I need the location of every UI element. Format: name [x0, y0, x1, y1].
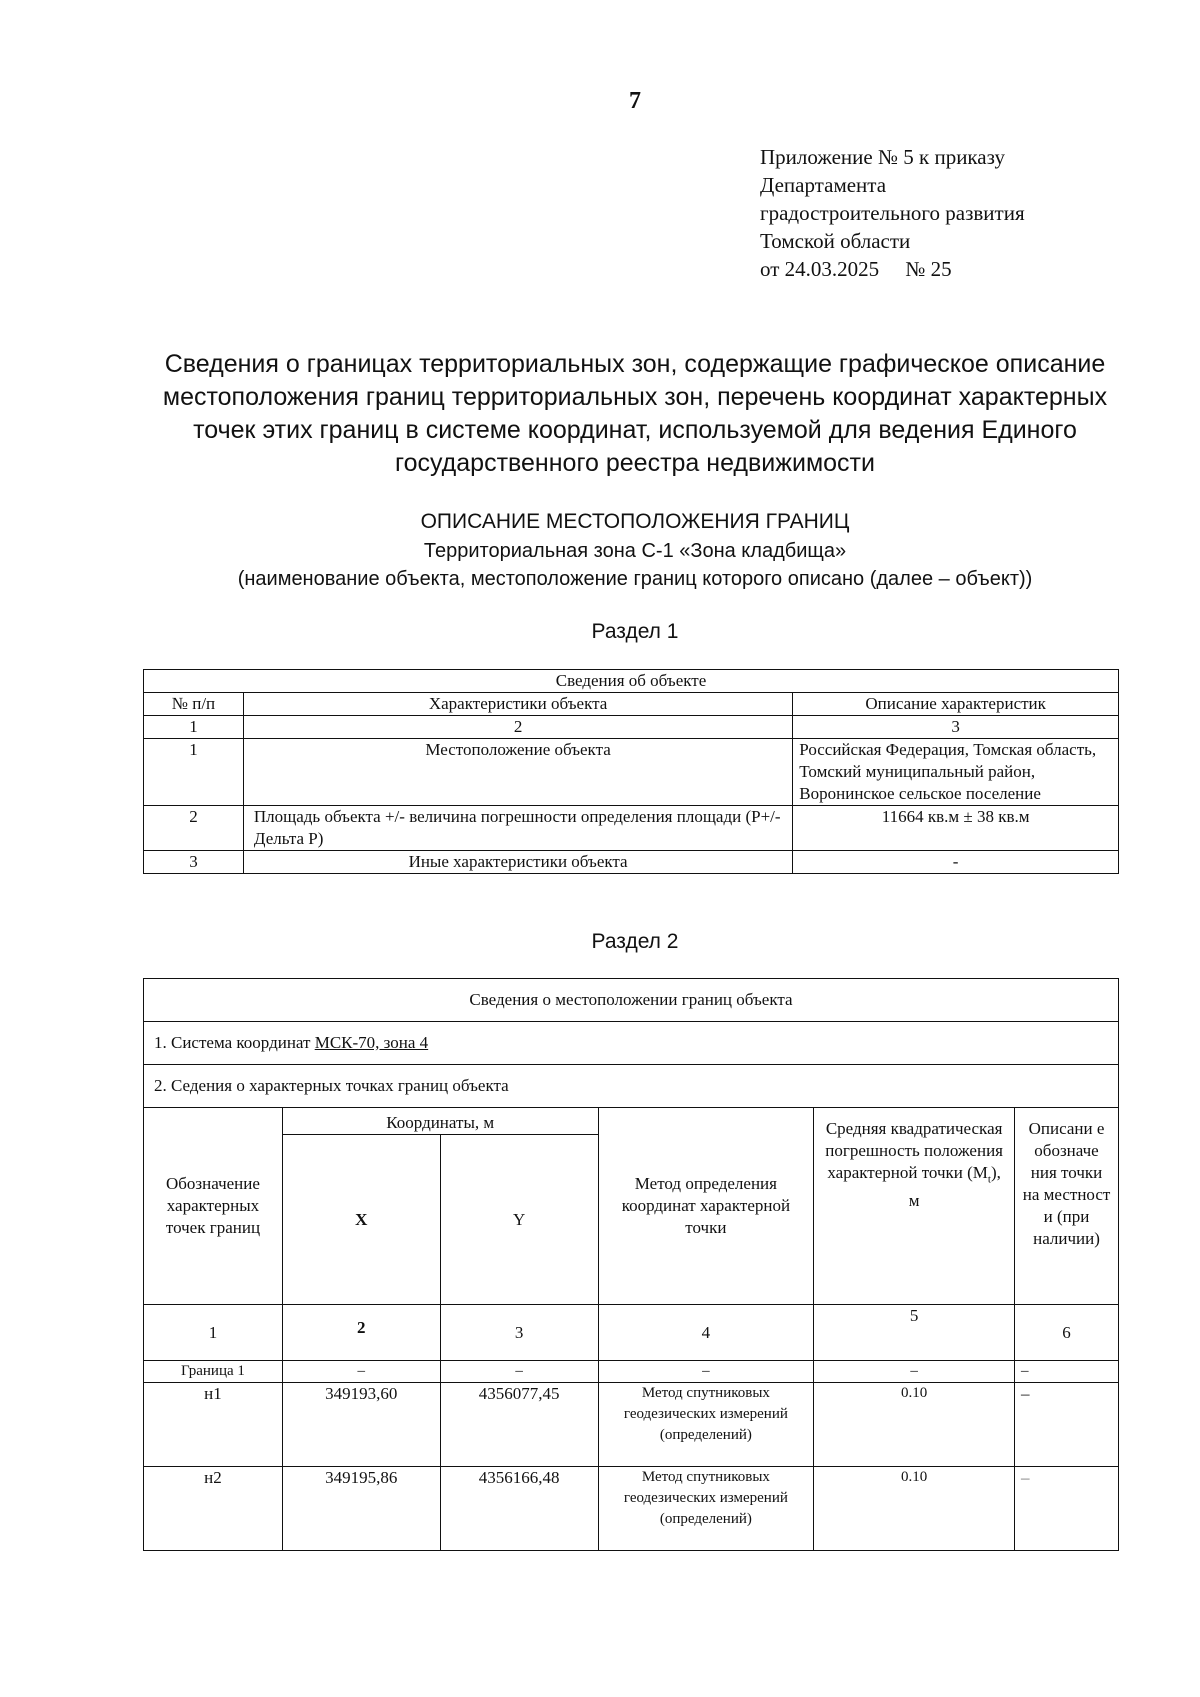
accuracy-tail: ), м [908, 1163, 1001, 1211]
column-number: 4 [598, 1305, 814, 1361]
boundary-row [144, 1361, 1119, 1383]
table-title: Сведения о местоположении границ объекта [144, 979, 1119, 1022]
object-info-table [143, 669, 1119, 874]
boundary-dash: – [814, 1361, 1015, 1383]
column-number: 1 [144, 1305, 283, 1361]
header-x: X [282, 1135, 440, 1305]
coord-system-label: 1. Система координат [154, 1033, 315, 1052]
point-x: 349193,60 [282, 1383, 440, 1467]
table-row [144, 806, 1119, 851]
zone-caption: (наименование объекта, местоположение границ которого описано (далее – объект)) [237, 568, 1033, 590]
section1-title: Раздел 1 [591, 620, 679, 643]
header-y: Y [440, 1135, 598, 1305]
coord-system-row [144, 1022, 1119, 1065]
column-number: 2 [243, 716, 792, 739]
annex-line: Томской области [760, 229, 911, 253]
table-row [144, 1383, 1119, 1467]
row-name: Иные характеристики объекта [243, 851, 792, 874]
header-cell: Характеристики объекта [243, 693, 792, 716]
point-name: н2 [144, 1467, 283, 1551]
page-number: 7 [629, 88, 641, 114]
section2-title: Раздел 2 [591, 930, 679, 953]
point-name: н1 [144, 1383, 283, 1467]
annex-block [760, 143, 1025, 283]
header-accuracy [814, 1108, 1015, 1305]
column-number: 5 [814, 1305, 1015, 1361]
coord-system-value: МСК-70, зона 4 [314, 1033, 429, 1052]
point-accuracy: 0.10 [814, 1467, 1015, 1551]
column-number: 2 [282, 1305, 440, 1361]
table-title: Сведения об объекте [144, 670, 1119, 693]
table-row [144, 739, 1119, 806]
row-value: - [793, 851, 1119, 874]
column-number: 6 [1015, 1305, 1119, 1361]
annex-line: Приложение № 5 к приказу [760, 145, 1005, 169]
header-method: Метод определения координат характерной точки [598, 1108, 814, 1305]
row-number: 1 [144, 739, 244, 806]
point-accuracy: 0.10 [814, 1383, 1015, 1467]
annex-line: Департамента [760, 173, 887, 197]
column-number: 1 [144, 716, 244, 739]
points-title: 2. Седения о характерных точках границ объекта [144, 1065, 1119, 1108]
row-number: 3 [144, 851, 244, 874]
accuracy-text: Средняя квадратическая погрешность положения характерной точки (M [825, 1119, 1003, 1182]
header-cell: Описание характеристик [793, 693, 1119, 716]
column-number: 3 [793, 716, 1119, 739]
row-number: 2 [144, 806, 244, 851]
header-designation: Обозначение характерных точек границ [144, 1108, 283, 1305]
accuracy-sub: t [987, 1173, 991, 1186]
point-description: – [1015, 1383, 1119, 1467]
point-method: Метод спутниковых геодезических измерений (определений) [598, 1467, 814, 1551]
table-row [144, 851, 1119, 874]
annex-line: от 24.03.2025 № 25 [760, 257, 952, 281]
column-number: 3 [440, 1305, 598, 1361]
boundary-dash: – [282, 1361, 440, 1383]
header-cell: № п/п [144, 693, 244, 716]
boundary-dash: – [440, 1361, 598, 1383]
table-row [144, 1467, 1119, 1551]
boundary-dash: – [598, 1361, 814, 1383]
row-name: Площадь объекта +/- величина погрешности определения площади (P+/- Дельта P) [243, 806, 792, 851]
point-x: 349195,86 [282, 1467, 440, 1551]
annex-line: градостроительного развития [760, 201, 1025, 225]
point-y: 4356166,48 [440, 1467, 598, 1551]
row-value: Российская Федерация, Томская область, Томский муниципальный район, Воронинское сельское поселение [793, 739, 1119, 806]
header-coordinates: Координаты, м [282, 1108, 598, 1135]
point-description: – [1015, 1467, 1119, 1551]
header-description: Описани е обозначе ния точки на местност и (при наличии) [1015, 1108, 1119, 1305]
point-method: Метод спутниковых геодезических измерений (определений) [598, 1383, 814, 1467]
description-heading: ОПИСАНИЕ МЕСТОПОЛОЖЕНИЯ ГРАНИЦ [420, 510, 850, 533]
row-name: Местоположение объекта [243, 739, 792, 806]
boundary-label: Граница 1 [144, 1361, 283, 1383]
row-value: 11664 кв.м ± 38 кв.м [793, 806, 1119, 851]
zone-name: Территориальная зона С-1 «Зона кладбища» [423, 540, 847, 562]
boundary-dash: – [1015, 1361, 1119, 1383]
point-y: 4356077,45 [440, 1383, 598, 1467]
document-title: Сведения о границах территориальных зон, содержащие графическое описание местоположения границ территориальных зон, перечень координат характерных точек этих границ в системе координат, используемой для ведения Единого государственного реестра недвижимости [162, 350, 1108, 477]
boundary-points-table [143, 978, 1119, 1551]
